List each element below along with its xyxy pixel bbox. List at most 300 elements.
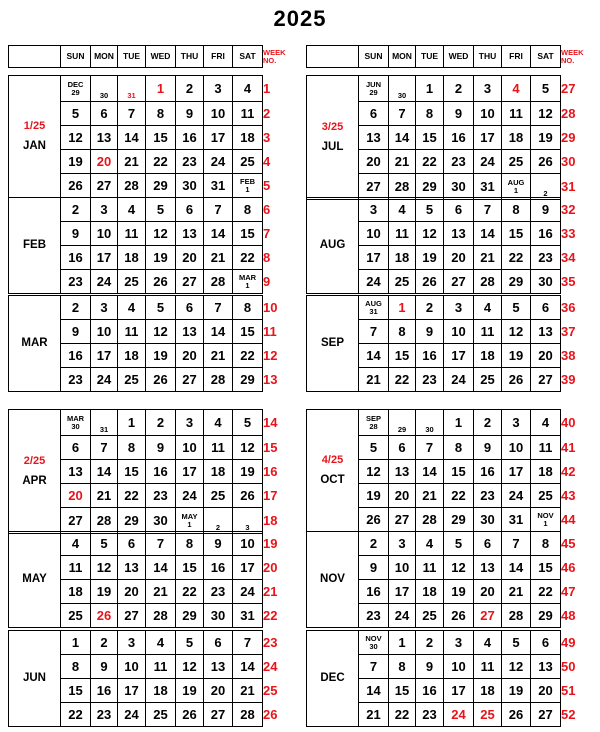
day-cell: 13 (204, 655, 233, 679)
day-cell: 2 (61, 296, 91, 320)
day-cell: 2 (91, 631, 118, 655)
day-cell: 15 (502, 222, 531, 246)
day-cell: 3 (502, 410, 531, 436)
day-cell: 8 (502, 198, 531, 222)
day-cell: 7 (416, 436, 444, 460)
day-cell: 29 (389, 410, 416, 436)
month-name: JUN (22, 671, 46, 684)
month-label-cell (307, 532, 359, 628)
day-cell: 30 (416, 410, 444, 436)
day-cell: 5 (502, 296, 531, 320)
day-cell: 14 (204, 320, 233, 344)
day-cell: 1 (61, 631, 91, 655)
day-cell: 17 (176, 460, 204, 484)
day-cell: 10 (389, 556, 416, 580)
week-row: 10 11 12 13 14 15 16 33 (307, 222, 561, 246)
month-block-mar (8, 295, 278, 392)
day-cell: 17 (444, 679, 474, 703)
day-cell: 18 (118, 344, 146, 368)
day-cell: 10 (474, 102, 502, 126)
day-cell: 3 (118, 631, 146, 655)
day-cell: 24 (389, 604, 416, 628)
week-row: 8 9 10 11 12 13 14 24 (9, 655, 263, 679)
day-cell: 17 (118, 679, 146, 703)
day-cell: 29 (118, 508, 146, 534)
month-block-feb (8, 197, 271, 294)
week-row: 9 10 11 12 13 14 15 46 (307, 556, 561, 580)
day-cell: 29 (176, 604, 204, 628)
day-cell: 22 (444, 484, 474, 508)
month-name: MAY (22, 572, 47, 585)
week-row: JUN 1 2 3 4 5 6 7 23 (9, 631, 263, 655)
day-cell: MAR 1 (233, 270, 263, 294)
quarter-label: 3/25 (321, 120, 344, 133)
day-cell: 20 (176, 344, 204, 368)
day-cell: 8 (118, 436, 146, 460)
weekday-header-fri: FRI (502, 46, 531, 68)
day-cell: 10 (118, 655, 146, 679)
day-cell: 12 (416, 222, 444, 246)
day-cell: 5 (61, 102, 91, 126)
month-label-cell (9, 410, 61, 534)
day-cell: 24 (444, 703, 474, 727)
month-name: JUL (321, 140, 344, 153)
week-row: 2/25 APR MAR 30 31 1 2 3 4 5 14 (9, 410, 263, 436)
month-block-may (8, 531, 278, 628)
day-cell: 1 (118, 410, 146, 436)
day-cell: 12 (444, 556, 474, 580)
day-cell: 13 (91, 126, 118, 150)
weekday-header-wed: WED (146, 46, 176, 68)
day-cell: 7 (118, 102, 146, 126)
day-cell: 2 (146, 410, 176, 436)
day-cell: 23 (359, 604, 389, 628)
weekday-header-sun: SUN (359, 46, 389, 68)
week-row: 9 10 11 12 13 14 15 7 (9, 222, 263, 246)
month-label-cell (307, 198, 359, 294)
day-cell: 25 (502, 150, 531, 174)
day-cell: 8 (233, 198, 263, 222)
day-cell: 12 (176, 655, 204, 679)
day-cell: 22 (416, 150, 444, 174)
day-cell: 6 (359, 102, 389, 126)
week-row: 18 19 20 21 22 23 24 21 (9, 580, 263, 604)
day-cell: 23 (531, 246, 561, 270)
day-cell: 6 (118, 532, 146, 556)
day-cell: 16 (416, 344, 444, 368)
day-cell: 15 (444, 460, 474, 484)
day-cell: 14 (204, 222, 233, 246)
day-cell: 30 (531, 270, 561, 294)
day-cell: 20 (61, 484, 91, 508)
day-cell: 7 (146, 532, 176, 556)
day-cell: 10 (444, 320, 474, 344)
day-cell: 29 (416, 174, 444, 200)
day-cell: 18 (204, 460, 233, 484)
day-cell: 22 (233, 344, 263, 368)
day-cell: 8 (531, 532, 561, 556)
week-row: 22 23 24 25 26 27 28 26 (9, 703, 263, 727)
month-name: APR (22, 474, 47, 487)
day-cell: 12 (502, 320, 531, 344)
day-cell: 26 (531, 150, 561, 174)
day-cell: JUN 29 (359, 76, 389, 102)
week-row: 5 6 7 8 9 10 11 2 (9, 102, 263, 126)
page-title: 2025 (273, 6, 327, 31)
day-cell: 19 (502, 679, 531, 703)
day-cell: 11 (61, 556, 91, 580)
day-cell: 25 (416, 604, 444, 628)
day-cell: 23 (416, 703, 444, 727)
day-cell: 12 (502, 655, 531, 679)
day-cell: 16 (474, 460, 502, 484)
day-cell: 6 (61, 436, 91, 460)
month-name: AUG (319, 238, 346, 251)
day-cell: 21 (416, 484, 444, 508)
day-cell: MAR 30 (61, 410, 91, 436)
day-cell: 4 (233, 76, 263, 102)
day-cell: 5 (233, 410, 263, 436)
week-row: 26 27 28 29 30 31 FEB 1 5 (9, 174, 263, 198)
day-cell: 20 (444, 246, 474, 270)
day-cell: 6 (91, 102, 118, 126)
day-cell: 8 (444, 436, 474, 460)
week-row: 12 13 14 15 16 17 18 42 (307, 460, 561, 484)
day-cell: 8 (61, 655, 91, 679)
month-name: DEC (320, 671, 345, 684)
month-label-cell (307, 631, 359, 727)
day-cell: 14 (233, 655, 263, 679)
day-cell: 8 (146, 102, 176, 126)
day-cell: 16 (176, 126, 204, 150)
day-cell: 6 (389, 436, 416, 460)
day-cell: 9 (531, 198, 561, 222)
day-cell: 9 (359, 556, 389, 580)
day-cell: 14 (359, 344, 389, 368)
day-cell: FEB 1 (233, 174, 263, 198)
day-cell: 15 (118, 460, 146, 484)
header-blank-cell (9, 46, 61, 68)
day-cell: 16 (204, 556, 233, 580)
day-cell: 10 (91, 222, 118, 246)
month-name: FEB (23, 238, 46, 251)
day-cell: 10 (502, 436, 531, 460)
day-cell: 1 (416, 76, 444, 102)
day-cell: 17 (444, 344, 474, 368)
weekday-header-tue: TUE (118, 46, 146, 68)
day-cell: 24 (502, 484, 531, 508)
day-cell: AUG 1 (502, 174, 531, 200)
day-cell: 4 (474, 296, 502, 320)
month-label-cell (9, 532, 61, 628)
day-cell: 16 (444, 126, 474, 150)
day-cell: 21 (359, 368, 389, 392)
day-cell: 28 (204, 368, 233, 392)
day-cell: 31 (474, 174, 502, 200)
day-cell: 27 (531, 703, 561, 727)
week-row: AUG 3 4 5 6 7 8 9 32 (307, 198, 561, 222)
month-label-cell (307, 410, 359, 532)
day-cell: 3 (91, 198, 118, 222)
day-cell: 19 (359, 484, 389, 508)
weekday-header-sat: SAT (531, 46, 561, 68)
day-cell: 4 (118, 296, 146, 320)
day-cell: 2 (474, 410, 502, 436)
day-cell: 5 (531, 76, 561, 102)
day-cell: 28 (474, 270, 502, 294)
day-cell: 4 (204, 410, 233, 436)
day-cell: 25 (118, 368, 146, 392)
day-cell: 25 (233, 150, 263, 174)
week-row: NOV 2 3 4 5 6 7 8 45 (307, 532, 561, 556)
day-cell: 7 (359, 320, 389, 344)
weekday-header-wed: WED (444, 46, 474, 68)
day-cell: 12 (91, 556, 118, 580)
week-row: 27 28 29 30 31 AUG 1 2 31 (307, 174, 561, 200)
day-cell: 11 (502, 102, 531, 126)
day-cell: 20 (176, 246, 204, 270)
day-cell: 11 (118, 320, 146, 344)
day-cell: 4 (474, 631, 502, 655)
day-cell: 18 (474, 679, 502, 703)
day-cell: 23 (474, 484, 502, 508)
week-row: 23 24 25 26 27 28 MAR 1 9 (9, 270, 263, 294)
day-cell: 19 (233, 460, 263, 484)
day-cell: 2 (359, 532, 389, 556)
day-cell: 7 (233, 631, 263, 655)
weekday-header-sat: SAT (233, 46, 263, 68)
day-cell: 28 (91, 508, 118, 534)
day-cell: 8 (233, 296, 263, 320)
day-cell: 12 (61, 126, 91, 150)
day-cell: 15 (389, 679, 416, 703)
week-row: 14 15 16 17 18 19 20 51 (307, 679, 561, 703)
day-cell: 27 (176, 270, 204, 294)
day-cell: 4 (389, 198, 416, 222)
week-row: 17 18 19 20 21 22 23 34 (307, 246, 561, 270)
day-cell: 21 (359, 703, 389, 727)
day-cell: 18 (502, 126, 531, 150)
day-cell: 27 (176, 368, 204, 392)
day-cell: 16 (146, 460, 176, 484)
day-cell: 29 (444, 508, 474, 532)
day-cell: 30 (146, 508, 176, 534)
day-cell: 28 (146, 604, 176, 628)
day-cell: 11 (416, 556, 444, 580)
day-cell: 11 (474, 320, 502, 344)
day-cell: 17 (502, 460, 531, 484)
day-cell: 3 (91, 296, 118, 320)
week-row: 7 8 9 10 11 12 13 37 (307, 320, 561, 344)
day-cell: 6 (531, 296, 561, 320)
day-cell: 7 (359, 655, 389, 679)
day-cell: 17 (474, 126, 502, 150)
month-label-cell (307, 296, 359, 392)
week-row: MAR 2 3 4 5 6 7 8 10 (9, 296, 263, 320)
day-cell: 5 (416, 198, 444, 222)
day-cell: 23 (61, 270, 91, 294)
day-cell: 21 (204, 344, 233, 368)
day-cell: 9 (416, 320, 444, 344)
day-cell: 14 (359, 679, 389, 703)
day-cell: 26 (416, 270, 444, 294)
day-cell: 6 (176, 296, 204, 320)
day-cell: 27 (204, 703, 233, 727)
day-cell: 30 (204, 604, 233, 628)
day-cell: 20 (118, 580, 146, 604)
week-row: 21 22 23 24 25 26 27 52 (307, 703, 561, 727)
weekday-header-tue: TUE (416, 46, 444, 68)
day-cell: 13 (474, 556, 502, 580)
day-cell: 25 (204, 484, 233, 508)
day-cell: 5 (176, 631, 204, 655)
day-cell: 14 (416, 460, 444, 484)
week-row: 25 26 27 28 29 30 31 22 (9, 604, 263, 628)
day-cell: 12 (359, 460, 389, 484)
day-cell: 30 (389, 76, 416, 102)
day-cell: 9 (61, 222, 91, 246)
day-cell: 30 (474, 508, 502, 532)
day-cell: 4 (416, 532, 444, 556)
week-row: 13 14 15 16 17 18 19 16 (9, 460, 263, 484)
week-row: 6 7 8 9 10 11 12 28 (307, 102, 561, 126)
week-row: 19 20 21 22 23 24 25 43 (307, 484, 561, 508)
weekday-header-thu: THU (474, 46, 502, 68)
week-row: MAY 4 5 6 7 8 9 10 19 (9, 532, 263, 556)
day-cell: 23 (91, 703, 118, 727)
month-name: NOV (320, 572, 345, 585)
day-cell: 13 (359, 126, 389, 150)
day-cell: 18 (416, 580, 444, 604)
day-cell: 27 (531, 368, 561, 392)
day-cell: 22 (233, 246, 263, 270)
day-cell: 28 (502, 604, 531, 628)
week-row: 11 12 13 14 15 16 17 20 (9, 556, 263, 580)
day-cell: 21 (502, 580, 531, 604)
day-cell: 11 (233, 102, 263, 126)
day-cell: 5 (91, 532, 118, 556)
day-cell: 3 (176, 410, 204, 436)
month-label-cell (9, 296, 61, 392)
day-cell: 25 (474, 703, 502, 727)
week-row: 16 17 18 19 20 21 22 12 (9, 344, 263, 368)
month-name: SEP (320, 336, 344, 349)
day-cell: 3 (474, 76, 502, 102)
day-cell: 20 (389, 484, 416, 508)
day-cell: 9 (91, 655, 118, 679)
day-cell: 21 (389, 150, 416, 174)
day-cell: 13 (444, 222, 474, 246)
day-cell: 30 (91, 76, 118, 102)
day-cell: 7 (474, 198, 502, 222)
day-cell: 19 (146, 246, 176, 270)
day-cell: 25 (61, 604, 91, 628)
day-cell: SEP 28 (359, 410, 389, 436)
day-cell: 16 (416, 679, 444, 703)
day-cell: 14 (146, 556, 176, 580)
day-cell: 16 (91, 679, 118, 703)
day-cell: 20 (531, 679, 561, 703)
day-cell: 24 (176, 484, 204, 508)
day-cell: 9 (61, 320, 91, 344)
day-cell: 13 (176, 222, 204, 246)
day-cell: 18 (61, 580, 91, 604)
day-cell: AUG 31 (359, 296, 389, 320)
day-cell: 14 (91, 460, 118, 484)
day-cell: 26 (176, 703, 204, 727)
week-row: SEP AUG 31 1 2 3 4 5 6 36 (307, 296, 561, 320)
day-cell: DEC 29 (61, 76, 91, 102)
day-cell: 27 (389, 508, 416, 532)
day-cell: 31 (91, 410, 118, 436)
day-cell: 12 (146, 222, 176, 246)
day-cell: 20 (359, 150, 389, 174)
day-cell: 27 (118, 604, 146, 628)
week-row: 19 20 21 22 23 24 25 4 (9, 150, 263, 174)
day-cell: 2 (444, 76, 474, 102)
day-cell: 8 (416, 102, 444, 126)
day-cell: 19 (531, 126, 561, 150)
day-cell: 31 (233, 604, 263, 628)
day-cell: 21 (118, 150, 146, 174)
day-cell: 2 (61, 198, 91, 222)
weekday-header-fri: FRI (204, 46, 233, 68)
day-cell: 28 (204, 270, 233, 294)
month-block-sep (306, 295, 576, 392)
day-cell: 25 (531, 484, 561, 508)
day-cell: 26 (502, 703, 531, 727)
day-cell: 14 (118, 126, 146, 150)
month-block-jun (8, 630, 278, 727)
day-cell: 16 (359, 580, 389, 604)
day-cell: 31 (204, 174, 233, 198)
day-cell: 17 (91, 344, 118, 368)
day-cell: 25 (146, 703, 176, 727)
day-cell: 26 (146, 270, 176, 294)
day-cell: 4 (61, 532, 91, 556)
day-cell: 4 (118, 198, 146, 222)
day-cell: 18 (233, 126, 263, 150)
day-cell: 17 (204, 126, 233, 150)
day-cell: 7 (389, 102, 416, 126)
day-cell: 14 (389, 126, 416, 150)
month-block-apr (8, 409, 278, 534)
day-cell: 5 (146, 296, 176, 320)
day-cell: 10 (204, 102, 233, 126)
day-cell: 22 (61, 703, 91, 727)
day-cell: 2 (531, 174, 561, 200)
weekday-header-right: SUN MON TUE WED THU FRI SAT WEEK NO. (306, 45, 561, 68)
month-label-cell (9, 631, 61, 727)
day-cell: 22 (389, 703, 416, 727)
day-cell: 24 (233, 580, 263, 604)
day-cell: 24 (91, 368, 118, 392)
day-cell: 12 (531, 102, 561, 126)
day-cell: 7 (204, 198, 233, 222)
day-cell: 13 (61, 460, 91, 484)
month-block-aug (306, 197, 576, 294)
day-cell: 26 (146, 368, 176, 392)
day-cell: 21 (233, 679, 263, 703)
week-row: 13 14 15 16 17 18 19 29 (307, 126, 561, 150)
day-cell: 4 (502, 76, 531, 102)
week-row: 5 6 7 8 9 10 11 41 (307, 436, 561, 460)
day-cell: 20 (91, 150, 118, 174)
week-row: 6 7 8 9 10 11 12 15 (9, 436, 263, 460)
day-cell: 17 (233, 556, 263, 580)
week-row: 20 21 22 23 24 25 26 30 (307, 150, 561, 174)
header-blank-cell (307, 46, 359, 68)
